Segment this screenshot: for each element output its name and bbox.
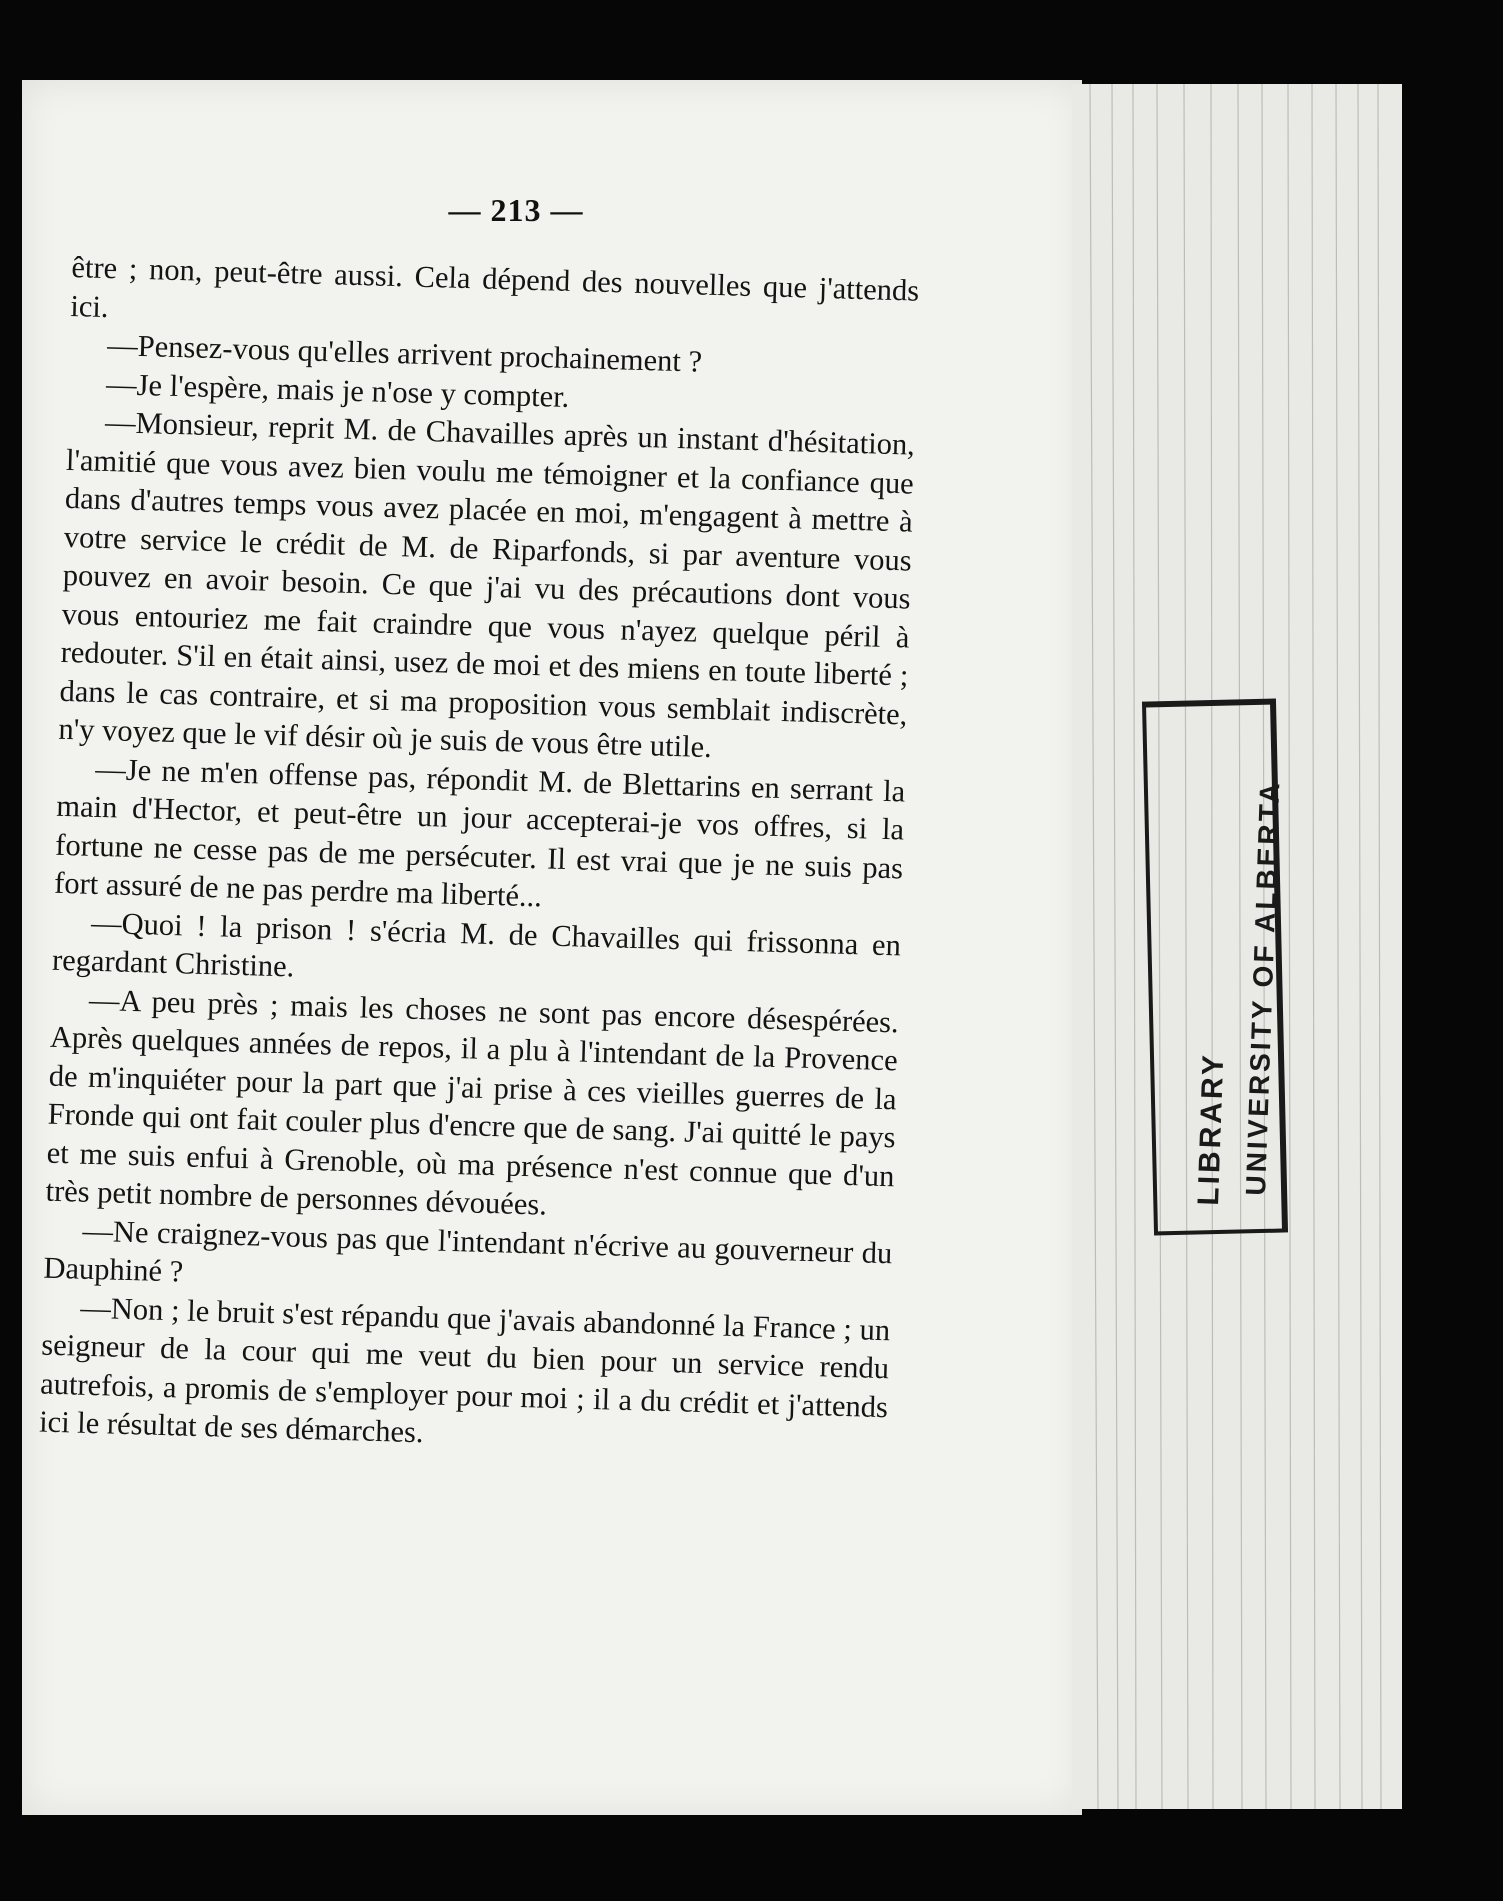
library-stamp <box>1148 700 1286 1230</box>
page-number: — 213 — <box>448 192 584 228</box>
paragraph: —Pensez-vous qu'elles arrivent prochainement ? <box>106 328 703 379</box>
stamp-library-text: LIBRARY <box>1192 1051 1231 1207</box>
paragraph: —Ne craignez-vous pas que l'intendant n'écrive au gouverneur du Dauphiné ? <box>43 1213 893 1289</box>
paragraph: —Je ne m'en offense pas, répondit M. de Blettarins en serrant la main d'Hector, et peut-être un jour accepterai-je vos offres, si la fortune ne cesse pas de me persécuter. Il est vrai que je ne suis pas fort assuré de ne pas perdre ma liberté... <box>53 751 906 914</box>
stamp-university-text: UNIVERSITY OF ALBERTA <box>1240 779 1286 1197</box>
paragraph: être ; non, peut-être aussi. Cela dépend des nouvelles que j'attends ici. <box>69 249 920 324</box>
paragraph: —Non ; le bruit s'est répandu que j'avais abandonné la France ; un seigneur de la cour qui me veut du bien pour un service rendu autrefois, a promis de s'employer pour moi ; il a du crédit et j'attends ici le résultat de ses démarches. <box>38 1290 891 1450</box>
stamp-text <box>1148 700 1286 1230</box>
paragraph: —Je l'espère, mais je n'ose y compter. <box>105 366 570 414</box>
page-text <box>39 248 920 1465</box>
paragraph: —A peu près ; mais les choses ne sont pas encore désespérées. Après quelques années de repos, il a plu à l'intendant de la Provence de m'inquiéter pour la part que j'ai prise à ces vieilles guerres de la Fronde qui ont fait couler plus d'encre que de sang. J'ai quitté le pays et me suis enfui à Grenoble, où ma présence n'est connue que d'un très petit nombre de personnes dévouées. <box>45 982 900 1222</box>
paragraph: —Monsieur, reprit M. de Chavailles après un instant d'hésitation, l'amitié que vous avez bien voulu me témoigner et la confiance que dans d'autres temps vous avez placée en moi, m'engagent à mettre à votre service le crédit de M. de Riparfonds, si par aventure vous pouvez en avoir besoin. Ce que j'ai vu des précautions dont vous vous entouriez me fait craindre que vous n'ayez quelque péril à redouter. S'il en était ainsi, usez de moi et des miens en toute liberté ; dans le cas contraire, et si ma proposition vous semblait indiscrète, n'y voyez que le vif désir où je suis de vous être utile. <box>58 405 916 765</box>
paragraph: —Quoi ! la prison ! s'écria M. de Chavailles qui frissonna en regardant Christine. <box>51 905 902 984</box>
